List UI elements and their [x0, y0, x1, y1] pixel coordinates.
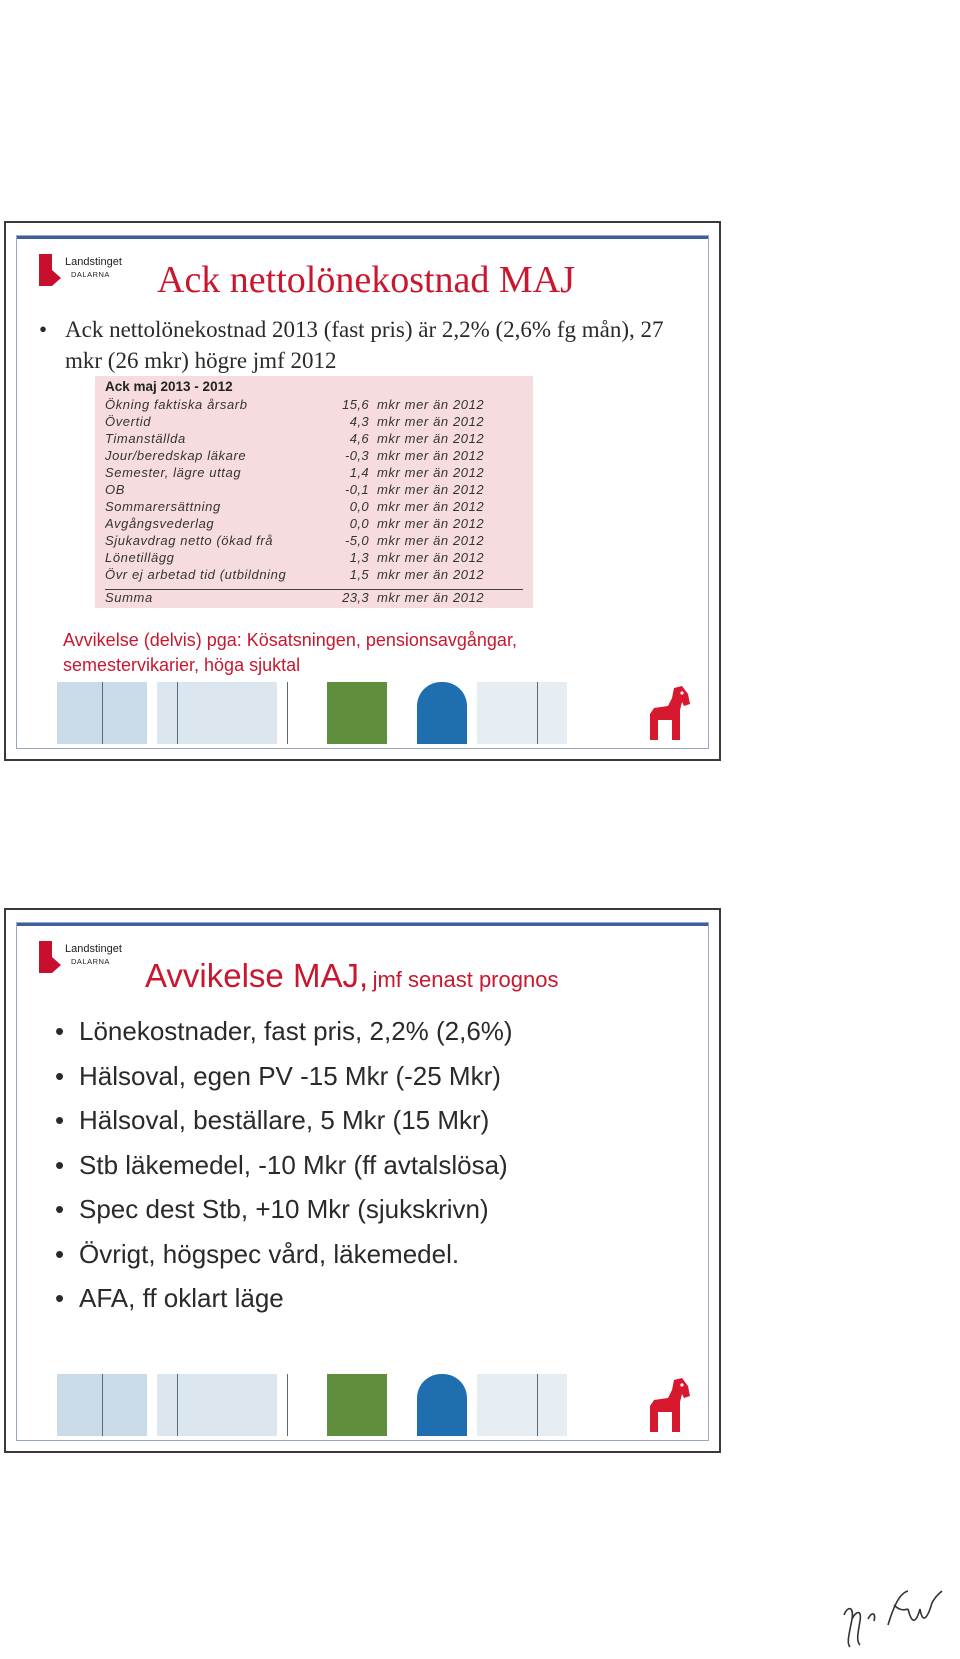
- list-item: [49, 1187, 689, 1232]
- row-suffix: mkr mer än 2012: [377, 448, 485, 463]
- bullet-dot: •: [55, 1149, 65, 1180]
- row-label: Övertid: [105, 414, 152, 429]
- logo-line1: Landstinget: [65, 943, 122, 955]
- list-item: [49, 1054, 689, 1099]
- bullet-dot: •: [55, 1283, 65, 1313]
- list-item-text: Lönekostnader, fast pris, 2,2% (2,6%): [79, 1016, 513, 1046]
- row-label: Jour/beredskap läkare: [105, 448, 247, 463]
- row-value: 1,5: [349, 567, 369, 582]
- row-value: 1,4: [349, 465, 369, 480]
- banner-shape: [157, 682, 277, 744]
- table-row: [105, 397, 523, 414]
- row-suffix: mkr mer än 2012: [377, 590, 485, 605]
- bullet-dot: •: [55, 1238, 65, 1269]
- table-row: [105, 414, 523, 431]
- banner-shape: [477, 1374, 567, 1436]
- banner-line: [537, 682, 538, 744]
- landstinget-logo-icon: [39, 941, 149, 983]
- slide-1-bullet-text: Ack nettolönekostnad 2013 (fast pris) är 2,2% (2,6% fg mån), 27 mkr (26 mkr) högre jmf 2012: [65, 317, 664, 373]
- logo-line2: DALARNA: [71, 270, 110, 279]
- row-suffix: mkr mer än 2012: [377, 550, 485, 565]
- row-suffix: mkr mer än 2012: [377, 414, 485, 429]
- slide-2: [4, 908, 721, 1453]
- bullet-dot: •: [55, 1194, 65, 1224]
- slide-top-line: [17, 923, 708, 926]
- bullet-dot: •: [55, 1060, 65, 1091]
- list-item-text: Hälsoval, egen PV -15 Mkr (-25 Mkr): [79, 1060, 501, 1091]
- banner-line: [177, 682, 178, 744]
- table-row: [105, 533, 523, 550]
- row-suffix: mkr mer än 2012: [377, 533, 485, 548]
- banner-green-shape: [327, 682, 387, 744]
- row-value: -5,0: [344, 533, 369, 548]
- row-label: Övr ej arbetad tid (utbildning: [105, 567, 287, 582]
- row-suffix: mkr mer än 2012: [377, 431, 485, 446]
- bullet-dot: •: [55, 1105, 65, 1135]
- banner-shape: [157, 1374, 277, 1436]
- logo-line1: Landstinget: [65, 256, 122, 268]
- banner-blue-shape: [417, 1374, 467, 1436]
- row-value: 15,6: [342, 397, 369, 412]
- row-suffix: mkr mer än 2012: [377, 567, 485, 582]
- slide-2-title-main: Avvikelse MAJ,: [145, 957, 369, 994]
- row-suffix: mkr mer än 2012: [377, 516, 485, 531]
- list-item-text: Spec dest Stb, +10 Mkr (sjukskrivn): [79, 1194, 489, 1224]
- row-value: 4,3: [349, 414, 369, 429]
- slide-2-title-sub: jmf senast prognos: [372, 967, 559, 992]
- bullet-dot: •: [55, 1016, 65, 1046]
- slide-1-frame: [16, 235, 709, 749]
- row-value: 23,3: [342, 590, 369, 605]
- slide-1-title: Ack nettolönekostnad MAJ: [157, 259, 575, 301]
- banner-line: [537, 1374, 538, 1436]
- logo-mark: [39, 941, 52, 973]
- row-value: -0,3: [344, 448, 369, 463]
- table-row: [105, 465, 523, 482]
- cost-table: [95, 376, 533, 608]
- banner-shape: [477, 682, 567, 744]
- table-row: [105, 431, 523, 448]
- table-row: [105, 482, 523, 499]
- row-value: 0,0: [349, 516, 369, 531]
- banner-green-shape: [327, 1374, 387, 1436]
- handwritten-signature: [838, 1585, 948, 1651]
- list-item-text: AFA, ff oklart läge: [79, 1283, 284, 1313]
- list-item: [49, 1276, 689, 1321]
- decorative-banner: [57, 682, 700, 744]
- dala-horse-icon: [644, 684, 696, 742]
- cost-table-header: Ack maj 2013 - 2012: [105, 379, 233, 394]
- row-label: Semester, lägre uttag: [105, 465, 242, 480]
- row-value: -0,1: [344, 482, 369, 497]
- bullet-dot: •: [39, 317, 48, 342]
- banner-line: [102, 682, 103, 744]
- decorative-banner: [57, 1374, 700, 1436]
- row-label: Timanställda: [105, 431, 186, 446]
- list-item: [49, 1232, 689, 1277]
- list-item: [49, 1098, 689, 1143]
- row-label: Lönetillägg: [105, 550, 175, 565]
- table-row-sum: [105, 590, 523, 607]
- list-item-text: Hälsoval, beställare, 5 Mkr (15 Mkr): [79, 1105, 490, 1135]
- banner-line: [177, 1374, 178, 1436]
- row-label: Sommarersättning: [105, 499, 221, 514]
- row-value: 0,0: [349, 499, 369, 514]
- row-suffix: mkr mer än 2012: [377, 465, 485, 480]
- row-suffix: mkr mer än 2012: [377, 397, 485, 412]
- dala-horse-icon: [644, 1376, 696, 1434]
- slide-2-title: [145, 957, 558, 995]
- table-row: [105, 550, 523, 567]
- list-item-text: Övrigt, högspec vård, läkemedel.: [79, 1238, 460, 1269]
- slide-top-line: [17, 236, 708, 239]
- banner-line: [102, 1374, 103, 1436]
- banner-line: [287, 682, 288, 744]
- row-label: Sjukavdrag netto (ökad frå: [105, 533, 274, 548]
- row-label: OB: [105, 482, 125, 497]
- list-item-text: Stb läkemedel, -10 Mkr (ff avtalslösa): [79, 1149, 508, 1180]
- table-row: [105, 516, 523, 533]
- row-value: 1,3: [349, 550, 369, 565]
- slide-1-bullet: [39, 314, 685, 376]
- slide-2-frame: [16, 922, 709, 1441]
- deviation-note: Avvikelse (delvis) pga: Kösatsningen, pensionsavgångar, semestervikarier, höga sjuktal: [63, 630, 517, 675]
- row-suffix: mkr mer än 2012: [377, 482, 485, 497]
- list-item: [49, 1009, 689, 1054]
- row-label: Avgångsvederlag: [105, 516, 215, 531]
- row-label: Ökning faktiska årsarb: [105, 397, 248, 412]
- table-row: [105, 567, 523, 584]
- slide-1: [4, 221, 721, 761]
- row-value: 4,6: [349, 431, 369, 446]
- landstinget-logo-icon: [39, 254, 149, 296]
- list-item: [49, 1143, 689, 1188]
- table-row: [105, 499, 523, 516]
- banner-blue-shape: [417, 682, 467, 744]
- logo-mark: [39, 254, 52, 286]
- table-row: [105, 448, 523, 465]
- row-suffix: mkr mer än 2012: [377, 499, 485, 514]
- slide-2-bullet-list: [49, 1009, 689, 1321]
- banner-line: [287, 1374, 288, 1436]
- row-label: Summa: [105, 590, 153, 605]
- logo-line2: DALARNA: [71, 957, 110, 966]
